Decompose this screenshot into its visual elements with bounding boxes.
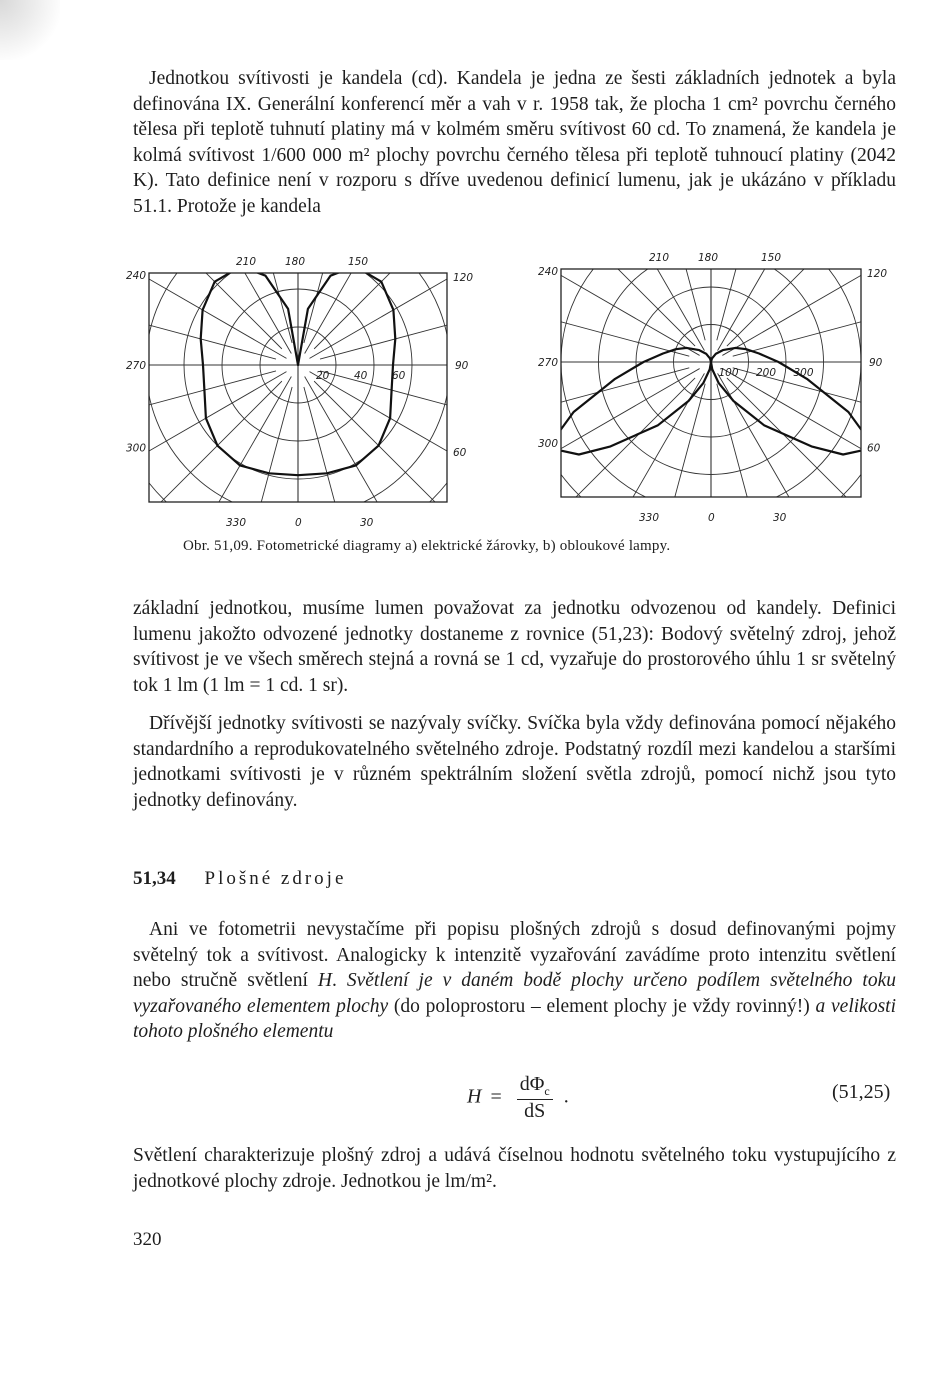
grid-spoke — [530, 378, 695, 527]
grid-spoke — [305, 377, 475, 530]
grid-ring — [125, 250, 475, 530]
angle-tick-label: 120 — [453, 272, 474, 284]
grid-spoke — [143, 387, 292, 530]
grid-spoke — [722, 247, 900, 355]
angle-tick-label: 300 — [538, 437, 559, 450]
angle-tick-label: 240 — [126, 270, 147, 282]
grid-spoke — [530, 247, 695, 346]
paragraph-2: základní jednotkou, musíme lumen považovat za jednotku odvozenou od kandely. Definici lumenu jakožto odvozené jednotky dostaneme z rovnice (51,23): Bodový světelný zdroj, jehož svítivost je ve všech směrech stejná a rovná se 1 cd, vyzařuje do prostorového úhlu 1 sr světelný tok 1 lm (1 lm = 1 cd. 1 sr). — [133, 598, 896, 696]
equation-equals: = — [490, 1085, 502, 1108]
equation-numerator — [517, 1073, 553, 1100]
angle-tick-label: 330 — [226, 517, 247, 529]
angle-tick-label: 60 — [453, 447, 467, 460]
paragraph-4-text-a: Ani ve fotometrii nevystačíme při popisu plošných zdrojů s dosud definovanými pojmy světelný tok a svítivost. Analogicky k intenzitě vyzařování zavádíme proto intenzitu světlení nebo stručně světlení — [133, 919, 896, 991]
equation-fraction — [517, 1073, 553, 1123]
section-heading — [133, 868, 346, 890]
paragraph-4 — [133, 917, 896, 1045]
grid-ring — [125, 250, 475, 530]
paragraph-3 — [133, 711, 896, 813]
radial-tick-label: 100 — [718, 367, 739, 379]
angle-tick-label: 300 — [126, 442, 147, 455]
grid-spoke — [304, 387, 453, 530]
angle-tick-label: 90 — [869, 357, 883, 369]
paragraph-1 — [133, 66, 896, 219]
paragraph-4-text-b: . — [331, 970, 347, 991]
figure-caption: Obr. 51,09. Fotometrické diagramy a) elektrické žárovky, b) obloukové lampy. — [183, 538, 671, 554]
angle-tick-label: 270 — [126, 360, 147, 372]
grid-spoke — [718, 247, 900, 351]
grid-spoke — [727, 247, 900, 346]
equation — [467, 1073, 569, 1123]
grid-group — [125, 250, 475, 530]
angle-tick-label: 270 — [538, 357, 559, 369]
angle-tick-label: 30 — [360, 517, 374, 529]
grid-spoke — [310, 250, 475, 358]
numerator-text: dΦ — [519, 1073, 545, 1095]
section-number: 51,34 — [133, 868, 176, 889]
grid-spoke — [320, 250, 475, 359]
angle-tick-label: 0 — [708, 512, 715, 524]
grid-spoke — [320, 371, 475, 520]
equation-lhs: H — [467, 1085, 482, 1108]
radial-tick-label: 20 — [316, 370, 330, 382]
angle-tick-label: 240 — [538, 266, 559, 278]
grid-spoke — [530, 247, 704, 351]
grid-spoke — [314, 381, 475, 530]
equation-number: (51,25) — [832, 1081, 891, 1103]
paragraph-4-text-c: (do poloprostoru – element plochy je vždy rovinný!) — [388, 995, 816, 1017]
radial-tick-label: 200 — [756, 367, 777, 379]
page-number: 320 — [133, 1229, 162, 1250]
section-title: Plošné zdroje — [204, 868, 347, 889]
angle-tick-label: 30 — [773, 512, 787, 524]
grid-ring — [530, 247, 900, 527]
grid-group — [530, 247, 900, 527]
paragraph-5: Světlení charakterizuje plošný zdroj a udává číselnou hodnotu světelného toku vystupujícího z jednotkové plochy zdroje. Jednotkou je lm/m². — [133, 1145, 896, 1192]
angle-tick-label: 150 — [761, 252, 782, 264]
grid-spoke — [125, 250, 291, 353]
numerator-subscript: c — [544, 1084, 550, 1098]
grid-spoke — [530, 373, 704, 527]
angle-tick-label: 150 — [348, 256, 369, 268]
angle-tick-label: 60 — [867, 442, 881, 455]
polar-chart-b — [530, 247, 900, 527]
paragraph-1-text: Jednotkou svítivosti je kandela (cd). Kandela je jedna ze šesti základních jednotek a byla definována IX. Generální konferencí měr a vah v r. 1958 tak, že plocha 1 cm² povrchu černého tělesa při teplotě tuhnutí platiny má v kolmém směru svítivost 60 cd. To znamená, že kandela je kolmá svítivost 1/600 000 m² plochy povrchu černého tělesa při teplotě tuhnoucí platiny (2042 K). Tato definice není v rozporu s dříve uvedenou definicí lumenu, jak je ukázáno v příkladu 51.1. Protože je kandela — [133, 68, 896, 217]
angle-tick-label: 0 — [295, 517, 302, 529]
angle-tick-label: 210 — [649, 252, 670, 264]
angle-tick-label: 120 — [867, 268, 888, 280]
grid-spoke — [125, 371, 276, 520]
scan-shadow — [0, 0, 60, 60]
angle-tick-label: 90 — [455, 360, 469, 372]
definition-italic-1: Světlení je v daném bodě plochy určeno podílem světelného toku vyzařovaného elementem plochy — [133, 970, 896, 1017]
angle-tick-label: 180 — [285, 256, 306, 268]
radial-tick-label: 40 — [354, 370, 368, 382]
equation-denominator: dS — [524, 1100, 546, 1122]
paragraph-3-text: Dřívější jednotky svítivosti se nazývaly svíčky. Svíčka byla vždy definována pomocí nějakého standardního a reprodukovatelného světelného zdroje. Podstatný rozdíl mezi kandelou a staršími jednotkami svítivosti je v různém spektrálním složení světla zdrojů, pomocí nichž jsou tyto jednotky definovány. — [133, 713, 896, 811]
polar-chart-a — [125, 250, 475, 530]
angle-tick-label: 210 — [236, 256, 257, 268]
symbol-H: H — [317, 970, 332, 991]
angle-tick-label: 180 — [698, 252, 719, 264]
grid-spoke — [530, 247, 700, 355]
angle-tick-label: 330 — [639, 512, 660, 524]
equation-trail: . — [563, 1085, 569, 1108]
definition-italic-2: a velikosti tohoto plošného elementu — [133, 995, 896, 1042]
radial-tick-label: 300 — [793, 367, 814, 379]
radial-tick-label: 60 — [392, 370, 406, 382]
